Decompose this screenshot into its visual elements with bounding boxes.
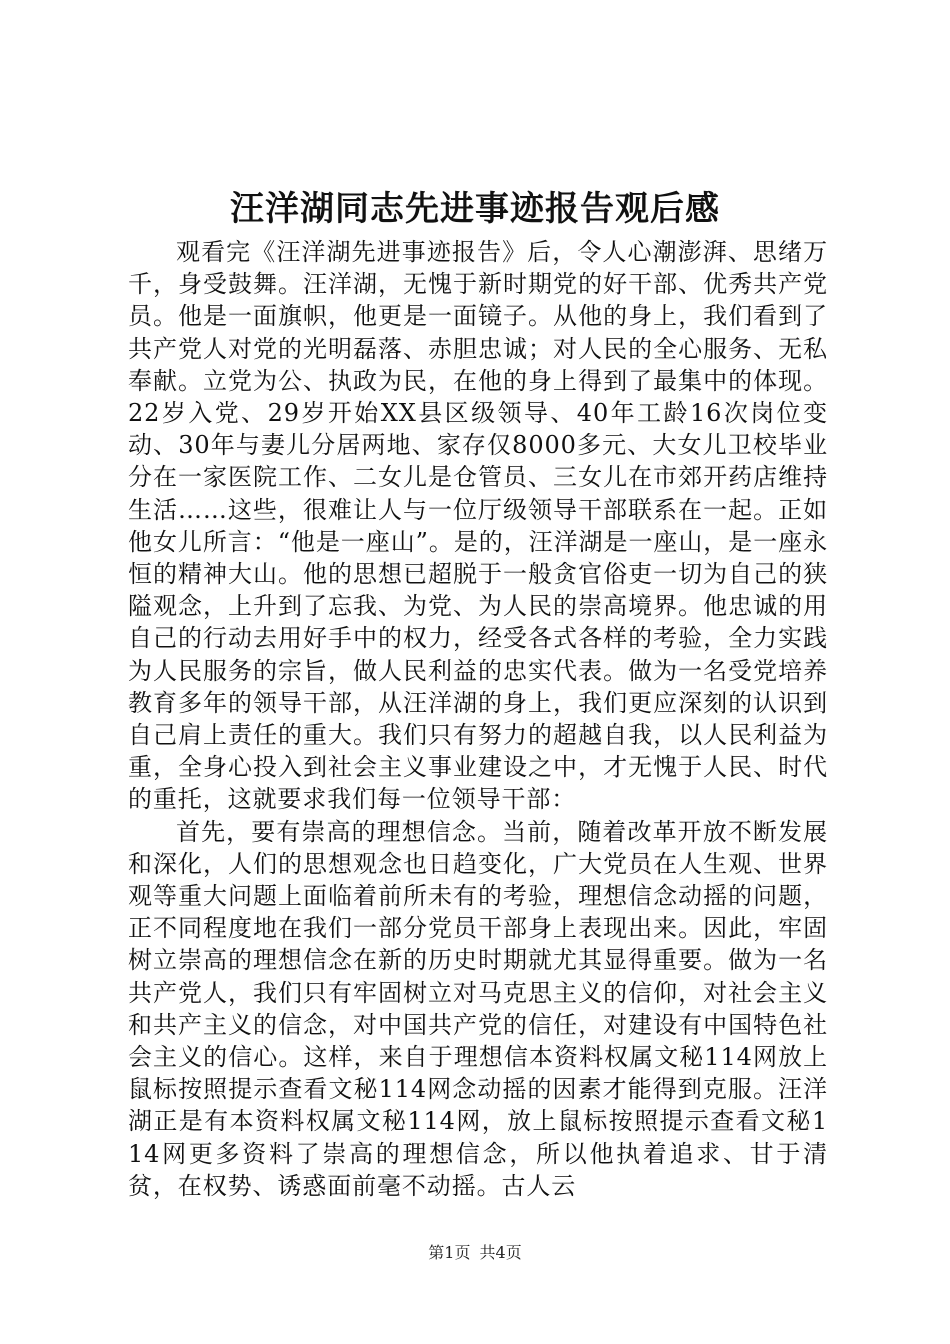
page-number-total: 共4页	[479, 1243, 522, 1262]
paragraph-2: 首先，要有崇高的理想信念。当前，随着改革开放不断发展和深化，人们的思想观念也日趋变化，广大党员在人生观、世界观等重大问题上面临着前所未有的考验，理想信念动摇的问题，正不同程度地在我们一部分党员干部身上表现出来。因此，牢固树立崇高的理想信念在新的历史时期就尤其显得重要。做为一名共产党人，我们只有牢固树立对马克思主义的信仰，对社会主义和共产主义的信念，对中国共产党的信任，对建设有中国特色社会主义的信心。这样，来自于理想信本资料权属文秘114网放上鼠标按照提示查看文秘114网念动摇的因素才能得到克服。汪洋湖正是有本资料权属文秘114网，放上鼠标按照提示查看文秘114网更多资料了崇高的理想信念，所以他执着追求、甘于清贫，在权势、诱惑面前毫不动摇。古人云	[128, 817, 828, 1200]
document-title: 汪洋湖同志先进事迹报告观后感	[230, 189, 720, 229]
document-body	[128, 236, 828, 1202]
paragraph-1: 观看完《汪洋湖先进事迹报告》后，令人心潮澎湃、思绪万千，身受鼓舞。汪洋湖，无愧于新时期党的好干部、优秀共产党员。他是一面旗帜，他更是一面镜子。从他的身上，我们看到了共产党人对党的光明磊落、赤胆忠诚；对人民的全心服务、无私奉献。立党为公、执政为民，在他的身上得到了最集中的体现。22岁入党、29岁开始XX县区级领导、40年工龄16次岗位变动、30年与妻儿分居两地、家存仅8000多元、大女儿卫校毕业分在一家医院工作、二女儿是仓管员、三女儿在市郊开药店维持生活……这些，很难让人与一位厅级领导干部联系在一起。正如他女儿所言：“他是一座山”。是的，汪洋湖是一座山，是一座永恒的精神大山。他的思想已超脱于一般贪官俗吏一切为自己的狭隘观念，上升到了忘我、为党、为人民的崇高境界。他忠诚的用自己的行动去用好手中的权力，经受各式各样的考验，全力实践为人民服务的宗旨，做人民利益的忠实代表。做为一名受党培养教育多年的领导干部，从汪洋湖的身上，我们更应深刻的认识到自己肩上责任的重大。我们只有努力的超越自我，以人民利益为重，全身心投入到社会主义事业建设之中，才无愧于人民、时代的重托，这就要求我们每一位领导干部：	[128, 238, 828, 814]
page-footer	[0, 1242, 950, 1264]
page-number-current: 第1页	[428, 1243, 471, 1262]
